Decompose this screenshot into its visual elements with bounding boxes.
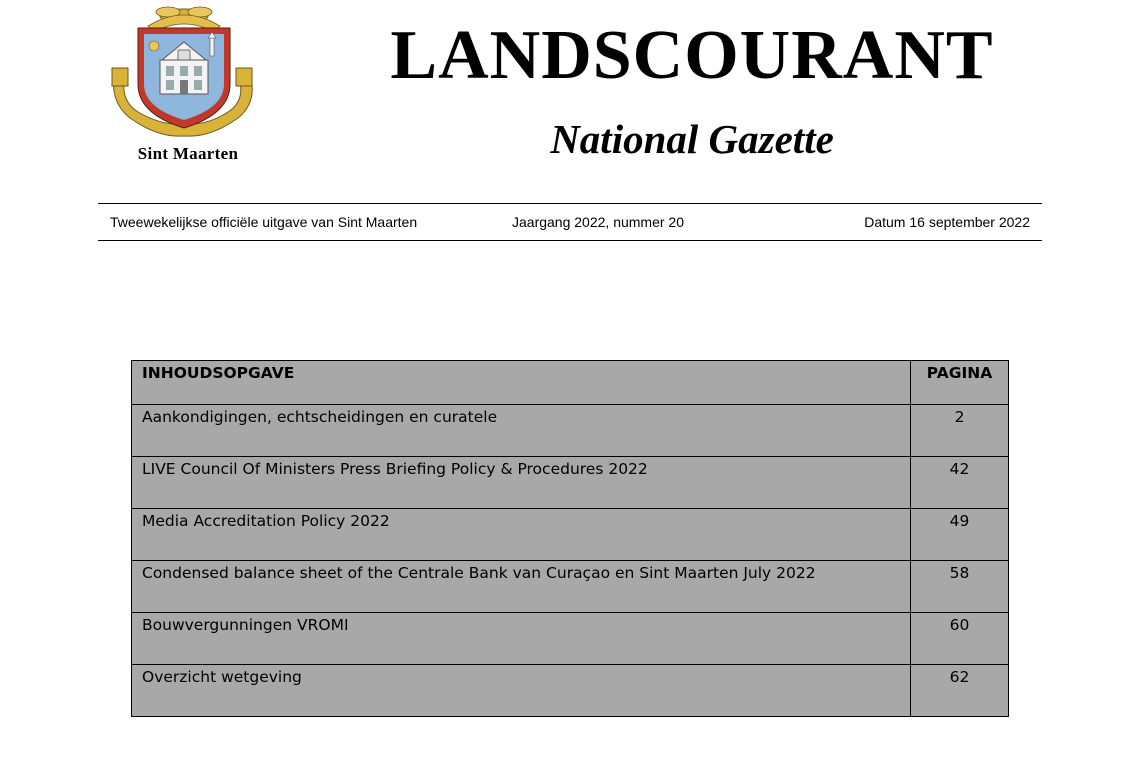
toc-entry-page: 49 — [911, 509, 1009, 561]
crest-caption: Sint Maarten — [137, 144, 239, 163]
toc-entry-page: 62 — [911, 665, 1009, 717]
table-row[interactable] — [132, 665, 1009, 717]
volume-number: Jaargang 2022, nummer 20 — [512, 214, 684, 230]
gazette-title: LANDSCOURANT — [390, 17, 994, 94]
toc-entry-page: 2 — [911, 405, 1009, 457]
toc-entry-page: 60 — [911, 613, 1009, 665]
toc-entry-title: Media Accreditation Policy 2022 — [132, 509, 911, 561]
table-row[interactable] — [132, 457, 1009, 509]
gazette-subtitle: National Gazette — [550, 116, 834, 162]
issue-date: Datum 16 september 2022 — [864, 214, 1030, 230]
publication-frequency: Tweewekelijkse officiële uitgave van Sint Maarten — [110, 214, 418, 230]
toc-entry-title: Overzicht wetgeving — [132, 665, 911, 717]
table-of-contents — [131, 360, 1009, 717]
toc-entry-title: Aankondigingen, echtscheidingen en curatele — [132, 405, 911, 457]
table-row[interactable] — [132, 509, 1009, 561]
toc-entry-page: 58 — [911, 561, 1009, 613]
toc-entry-title: LIVE Council Of Ministers Press Briefing Policy & Procedures 2022 — [132, 457, 911, 509]
toc-header-row — [132, 361, 1009, 405]
toc-entry-title: Condensed balance sheet of the Centrale Bank van Curaçao en Sint Maarten July 2022 — [132, 561, 911, 613]
sint-maarten-coat-of-arms-icon — [108, 2, 256, 142]
toc-entry-title: Bouwvergunningen VROMI — [132, 613, 911, 665]
table-row[interactable] — [132, 613, 1009, 665]
issue-info-bar — [110, 212, 1030, 232]
table-row[interactable] — [132, 405, 1009, 457]
top-divider — [98, 203, 1042, 204]
toc-header-title: INHOUDSOPGAVE — [132, 361, 911, 405]
bottom-divider — [98, 240, 1042, 241]
table-row[interactable] — [132, 561, 1009, 613]
toc-header-page: PAGINA — [911, 361, 1009, 405]
toc-entry-page: 42 — [911, 457, 1009, 509]
